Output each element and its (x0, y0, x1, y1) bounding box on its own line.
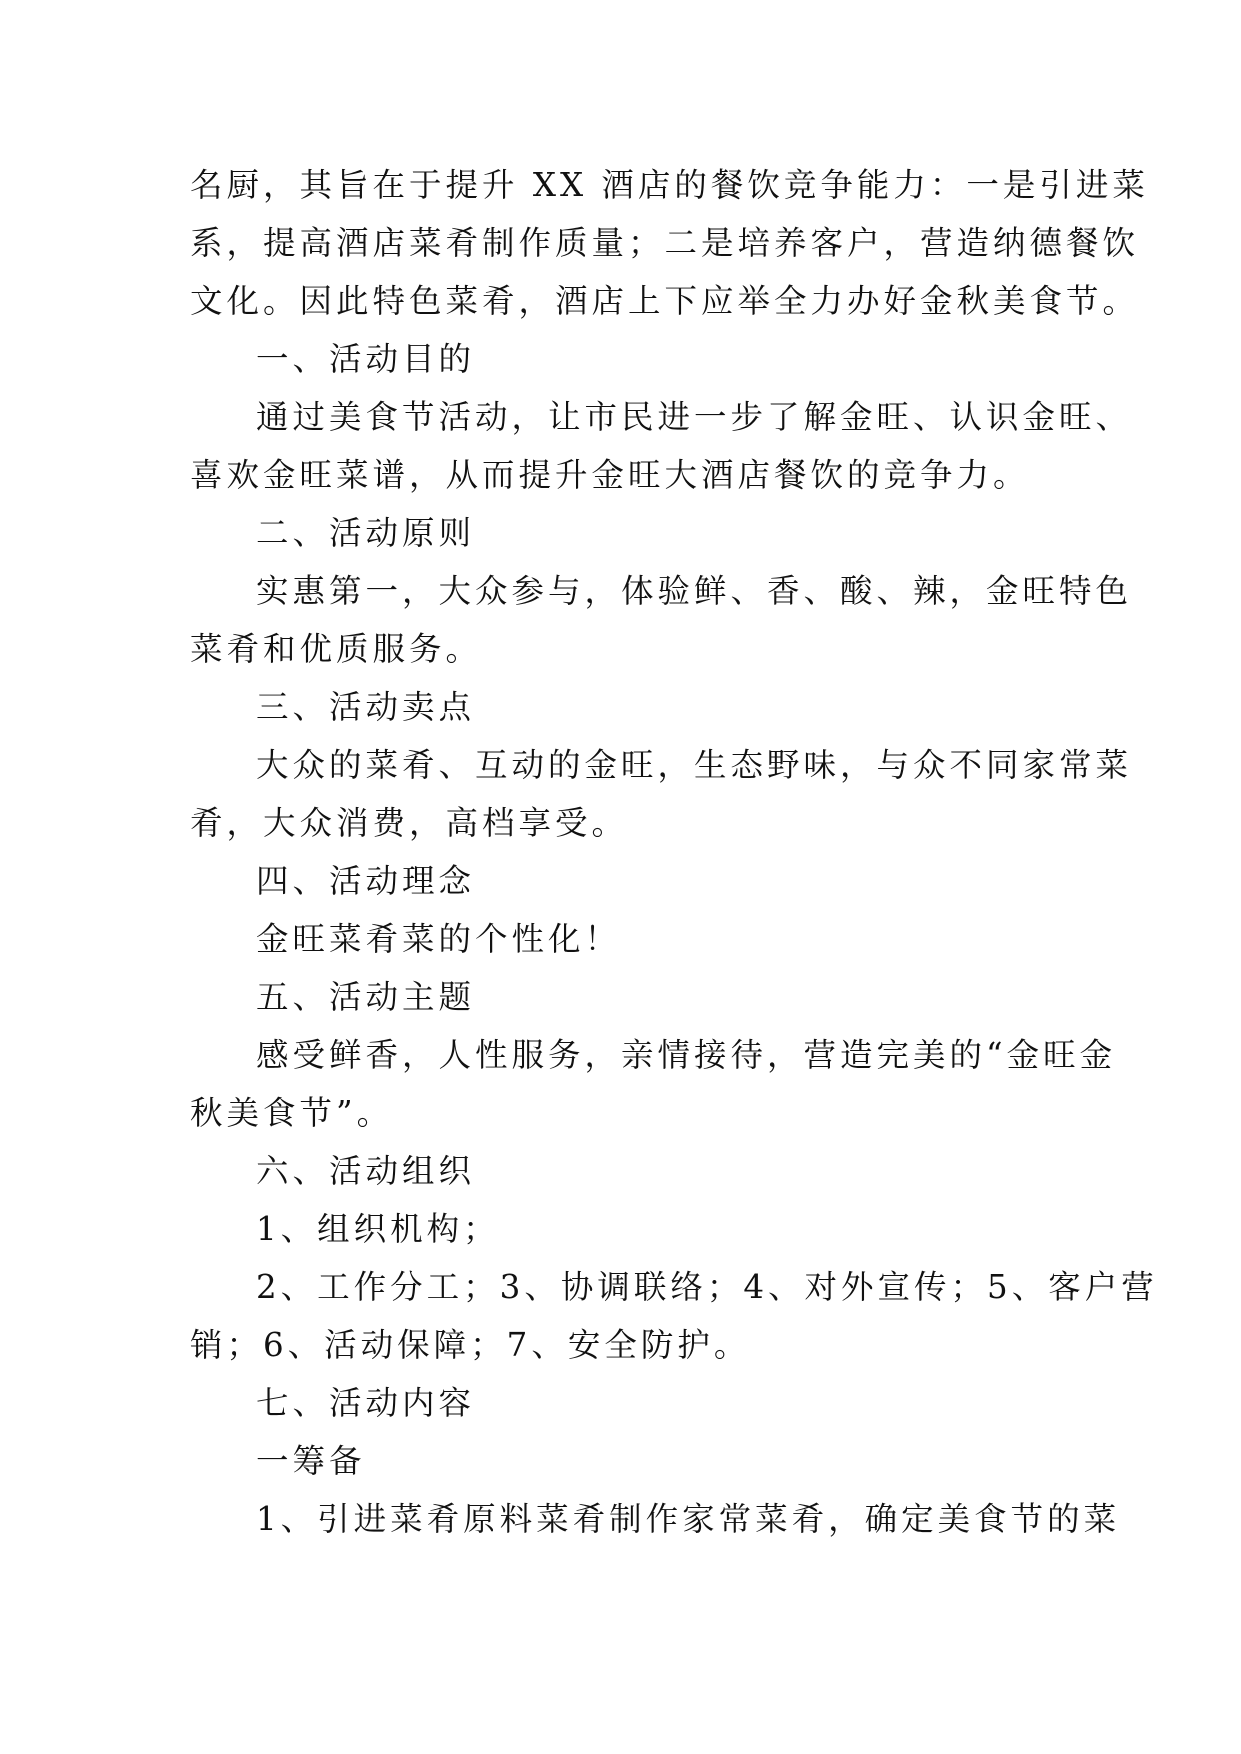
paragraph-line: 感受鲜香，人性服务，亲情接待，营造完美的“金旺金 (256, 1036, 1117, 1074)
section-heading: 六、活动组织 (256, 1152, 476, 1190)
section-heading: 二、活动原则 (256, 514, 476, 552)
list-item: 1、组织机构； (256, 1210, 500, 1248)
paragraph-line: 秋美食节”。 (190, 1094, 394, 1132)
paragraph-line: 大众的菜肴、互动的金旺，生态野味，与众不同家常菜 (256, 746, 1133, 784)
paragraph-line: 实惠第一，大众参与，体验鲜、香、酸、辣，金旺特色 (256, 572, 1133, 610)
section-heading: 三、活动卖点 (256, 688, 476, 726)
paragraph-line: 金旺菜肴菜的个性化！ (256, 920, 622, 958)
section-heading: 一、活动目的 (256, 340, 476, 378)
paragraph-line: 肴，大众消费，高档享受。 (190, 804, 629, 842)
paragraph-line: 喜欢金旺菜谱，从而提升金旺大酒店餐饮的竞争力。 (190, 456, 1030, 494)
list-item: 1、引进菜肴原料菜肴制作家常菜肴，确定美食节的菜 (256, 1500, 1121, 1538)
paragraph-line: 文化。因此特色菜肴，酒店上下应举全力办好金秋美食节。 (190, 282, 1140, 320)
paragraph-line: 通过美食节活动，让市民进一步了解金旺、认识金旺、 (256, 398, 1133, 436)
document-body (190, 156, 1158, 1548)
subsection-heading: 一筹备 (256, 1442, 366, 1480)
list-item: 2、工作分工；3、协调联络；4、对外宣传；5、客户营 (256, 1268, 1158, 1306)
paragraph-line: 系，提高酒店菜肴制作质量；二是培养客户，营造纳德餐饮 (190, 224, 1140, 262)
section-heading: 七、活动内容 (256, 1384, 476, 1422)
list-item: 销；6、活动保障；7、安全防护。 (190, 1326, 751, 1364)
section-heading: 四、活动理念 (256, 862, 476, 900)
paragraph-line: 名厨，其旨在于提升 XX 酒店的餐饮竞争能力：一是引进菜 (190, 166, 1149, 204)
section-heading: 五、活动主题 (256, 978, 476, 1016)
paragraph-line: 菜肴和优质服务。 (190, 630, 483, 668)
